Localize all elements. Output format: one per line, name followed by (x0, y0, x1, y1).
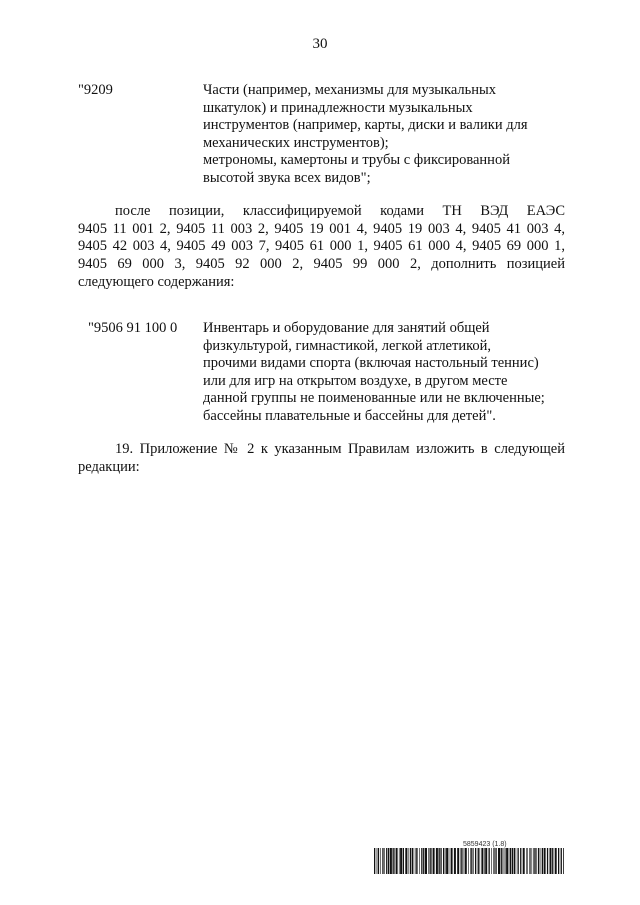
paragraph-line: 19. Приложение № 2 к указанным Правилам изложить в следующей (115, 441, 565, 457)
barcode-icon (374, 848, 564, 874)
description-line: Инвентарь и оборудование для занятий общей (203, 320, 490, 336)
tariff-description (203, 320, 545, 425)
paragraph-line: после позиции, классифицируемой кодами ТН ВЭД ЕАЭС (115, 203, 565, 219)
description-line: или для игр на открытом воздухе, в другом месте (203, 372, 508, 389)
amendment-paragraph (78, 203, 565, 291)
paragraph-line: 9405 42 003 4, 9405 49 003 7, 9405 61 000 1, 9405 61 000 4, 9405 69 000 1, (78, 238, 565, 255)
paragraph-line: следующего содержания: (78, 273, 235, 290)
description-line: метрономы, камертоны и трубы с фиксированной (203, 152, 510, 168)
description-line: бассейны плавательные и бассейны для детей". (203, 407, 496, 424)
description-line: шкатулок) и принадлежности музыкальных (203, 99, 473, 116)
tariff-code: "9506 91 100 0 (88, 320, 178, 336)
description-line: данной группы не поименованные или не включенные; (203, 390, 545, 406)
page-number: 30 (312, 36, 328, 52)
description-line: физкультурой, гимнастикой, легкой атлетикой, (203, 337, 492, 354)
amendment-paragraph-19 (78, 441, 565, 476)
description-line: механических инструментов); (203, 134, 389, 151)
paragraph-line: 9405 11 001 2, 9405 11 003 2, 9405 19 001 4, 9405 19 003 4, 9405 41 003 4, (78, 220, 565, 237)
description-line: Части (например, механизмы для музыкальных (203, 82, 497, 98)
description-line: высотой звука всех видов"; (203, 169, 371, 186)
paragraph-line: редакции: (78, 458, 140, 475)
tariff-code: "9209 (78, 82, 113, 98)
tariff-description (203, 82, 528, 187)
description-line: инструментов (например, карты, диски и валики для (203, 117, 528, 133)
description-line: прочими видами спорта (включая настольный теннис) (203, 355, 539, 371)
paragraph-line: 9405 69 000 3, 9405 92 000 2, 9405 99 000 2, дополнить позицией (78, 256, 565, 273)
document-id: 5859423 (1.8) (463, 841, 507, 848)
